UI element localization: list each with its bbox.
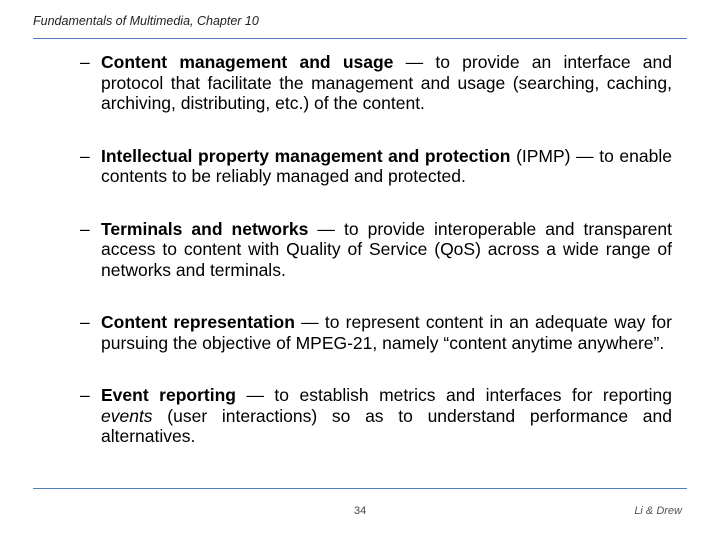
bullet-text: (IPMP) — to enable contents to be reliably managed and protected.: [101, 145, 672, 186]
header-divider: [33, 38, 687, 39]
bullet-dash: –: [80, 385, 90, 405]
bullet-term: Event reporting: [101, 385, 236, 405]
page-number: 34: [354, 505, 367, 517]
bullet-emphasis: events: [101, 405, 153, 426]
bullet-dash: –: [80, 218, 90, 239]
bullet-dash: –: [80, 145, 90, 166]
bullet-text: — to provide an interface and protocol that facilitate the management and usage (searching, caching, archiving, distributing, etc.) of the content.: [101, 52, 672, 113]
bullet-text: — to represent content in an adequate way for pursuing the objective of MPEG-21, namely “content anytime anywhere”.: [101, 312, 672, 353]
bullet-item-terminals-networks: [80, 219, 672, 281]
bullet-item-content-representation: [80, 312, 672, 353]
footer-divider: [33, 488, 687, 489]
bullet-item-ipmp: [80, 146, 672, 187]
slide-header-title: Fundamentals of Multimedia, Chapter 10: [33, 14, 259, 28]
bullet-item-event-reporting: [80, 385, 672, 447]
bullet-term: Terminals and networks: [101, 218, 309, 239]
bullet-text-after: (user interactions) so as to understand performance and alternatives.: [101, 405, 672, 446]
bullet-term: Content representation: [101, 312, 295, 332]
bullet-term: Intellectual property management and protection: [101, 145, 511, 166]
bullet-text-before: — to establish metrics and interfaces for reporting: [235, 385, 672, 405]
bullet-dash: –: [80, 312, 90, 332]
bullet-list: [80, 52, 672, 479]
bullet-text: — to provide interoperable and transparent access to content with Quality of Service (QoS) across a wide range of networks and terminals.: [101, 218, 672, 280]
bullet-term: Content management and usage: [101, 52, 394, 72]
bullet-item-content-management: [80, 52, 672, 114]
bullet-dash: –: [80, 52, 90, 72]
footer-credit: Li & Drew: [634, 505, 682, 517]
